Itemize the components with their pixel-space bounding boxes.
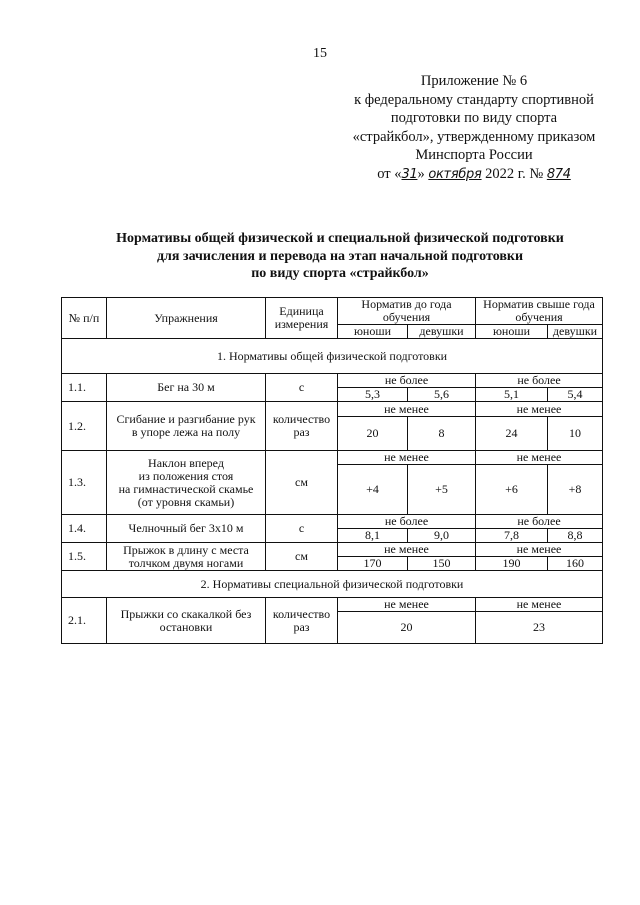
exercise-text: толчком двумя ногами — [128, 555, 244, 570]
header-num: № п/п — [62, 298, 107, 339]
title-line: Нормативы общей физической и специальной физической подготовки — [116, 231, 564, 246]
value-cell: 7,8 — [476, 529, 548, 543]
value-cell: +4 — [338, 465, 408, 515]
condition-cell: не менее — [476, 451, 603, 465]
condition-cell: не менее — [476, 402, 603, 417]
unit-cell: с — [266, 374, 338, 402]
appendix-line: подготовки по виду спорта — [390, 110, 558, 126]
unit-cell: количество раз — [266, 402, 338, 451]
condition-cell: не более — [476, 374, 603, 388]
norms-table — [61, 297, 603, 644]
exercise-cell — [107, 598, 266, 644]
condition-cell: не более — [476, 515, 603, 529]
value-cell: 5,3 — [338, 388, 408, 402]
page-number: 15 — [313, 46, 327, 61]
appendix-line: к федеральному стандарту спортивной — [354, 91, 594, 108]
exercise-text: остановки — [159, 619, 213, 634]
document-title — [70, 230, 610, 283]
condition-cell: не более — [338, 515, 476, 529]
row-number: 1.4. — [62, 515, 107, 543]
header-boys: юноши — [476, 325, 548, 339]
value-cell: 20 — [338, 612, 476, 644]
header-group2: Норматив свыше года обучения — [476, 298, 603, 325]
condition-cell: не менее — [338, 543, 476, 557]
appendix-line: Приложение № 6 — [420, 73, 528, 89]
section-2-title: 2. Нормативы специальной физической подготовки — [62, 571, 603, 598]
value-cell: 20 — [338, 417, 408, 451]
norm-row — [62, 374, 603, 388]
exercise-text: из положения стоя — [138, 468, 234, 483]
exercise-text: Прыжки со скакалкой без — [120, 606, 252, 621]
norms-table-body — [62, 298, 603, 644]
appendix-line: Минспорта России — [415, 147, 533, 163]
header-girls: девушки — [408, 325, 476, 339]
value-cell: 8,8 — [548, 529, 603, 543]
exercise-cell — [107, 543, 266, 571]
header-boys: юноши — [338, 325, 408, 339]
exercise-text: в упоре лежа на полу — [131, 425, 241, 439]
value-cell: 160 — [548, 557, 603, 571]
value-cell: 5,6 — [408, 388, 476, 402]
title-line: для зачисления и перевода на этап начальной подготовки — [156, 248, 524, 264]
date-prefix: от « — [377, 165, 402, 182]
condition-cell: не менее — [338, 598, 476, 612]
date-sep: » — [417, 165, 425, 182]
exercise-text: Прыжок в длину с места — [123, 542, 249, 557]
appendix-line: «стрaйкбол», утвержденному приказом — [352, 128, 596, 145]
row-number: 1.1. — [62, 374, 107, 402]
exercise-cell — [107, 515, 266, 543]
title-line: по виду спорта «страйкбол» — [251, 266, 429, 281]
condition-cell: не менее — [338, 451, 476, 465]
section-row — [62, 339, 603, 374]
exercise-text: Челночный бег 3х10 м — [128, 521, 244, 535]
exercise-text: (от уровня скамьи) — [137, 494, 235, 509]
norm-row — [62, 451, 603, 465]
header-group1: Норматив до года обучения — [338, 298, 476, 325]
value-cell: +8 — [548, 465, 603, 515]
row-number: 1.3. — [62, 451, 107, 515]
value-cell: 8,1 — [338, 529, 408, 543]
norm-row — [62, 402, 603, 417]
value-cell: 5,4 — [548, 388, 603, 402]
condition-cell: не менее — [338, 402, 476, 417]
unit-cell: см — [266, 451, 338, 515]
date-day-handwritten: 31 — [401, 166, 418, 182]
row-number: 1.5. — [62, 543, 107, 571]
section-row — [62, 571, 603, 598]
unit-cell: с — [266, 515, 338, 543]
header-row — [62, 298, 603, 325]
value-cell: 9,0 — [408, 529, 476, 543]
row-number: 1.2. — [62, 402, 107, 451]
value-cell: 150 — [408, 557, 476, 571]
exercise-cell — [107, 402, 266, 451]
date-month-handwritten: октября — [428, 166, 482, 182]
header-unit: Единица измерения — [266, 298, 338, 339]
condition-cell: не менее — [476, 598, 603, 612]
date-year: 2022 г. № — [485, 165, 544, 182]
exercise-text: на гимнастической скамье — [118, 481, 254, 496]
value-cell: 170 — [338, 557, 408, 571]
value-cell: 23 — [476, 612, 603, 644]
row-number: 2.1. — [62, 598, 107, 644]
value-cell: 24 — [476, 417, 548, 451]
exercise-text: Сгибание и разгибание рук — [116, 412, 256, 426]
value-cell: 10 — [548, 417, 603, 451]
condition-cell: не менее — [476, 543, 603, 557]
order-number-handwritten: 874 — [546, 166, 571, 182]
exercise-cell — [107, 374, 266, 402]
header-girls: девушки — [548, 325, 603, 339]
exercise-text: Бег на 30 м — [157, 380, 215, 394]
value-cell: +5 — [408, 465, 476, 515]
order-date-line — [340, 165, 608, 185]
appendix-header — [340, 72, 608, 184]
value-cell: 8 — [408, 417, 476, 451]
value-cell: 190 — [476, 557, 548, 571]
value-cell: +6 — [476, 465, 548, 515]
value-cell: 5,1 — [476, 388, 548, 402]
exercise-text: Наклон вперед — [148, 455, 224, 470]
section-1-title: 1. Нормативы общей физической подготовки — [62, 339, 603, 374]
norm-row — [62, 543, 603, 557]
norm-row — [62, 598, 603, 612]
exercise-cell — [107, 451, 266, 515]
condition-cell: не более — [338, 374, 476, 388]
unit-cell: количество раз — [266, 598, 338, 644]
header-exercise: Упражнения — [107, 298, 266, 339]
norm-row — [62, 515, 603, 529]
unit-cell: см — [266, 543, 338, 571]
